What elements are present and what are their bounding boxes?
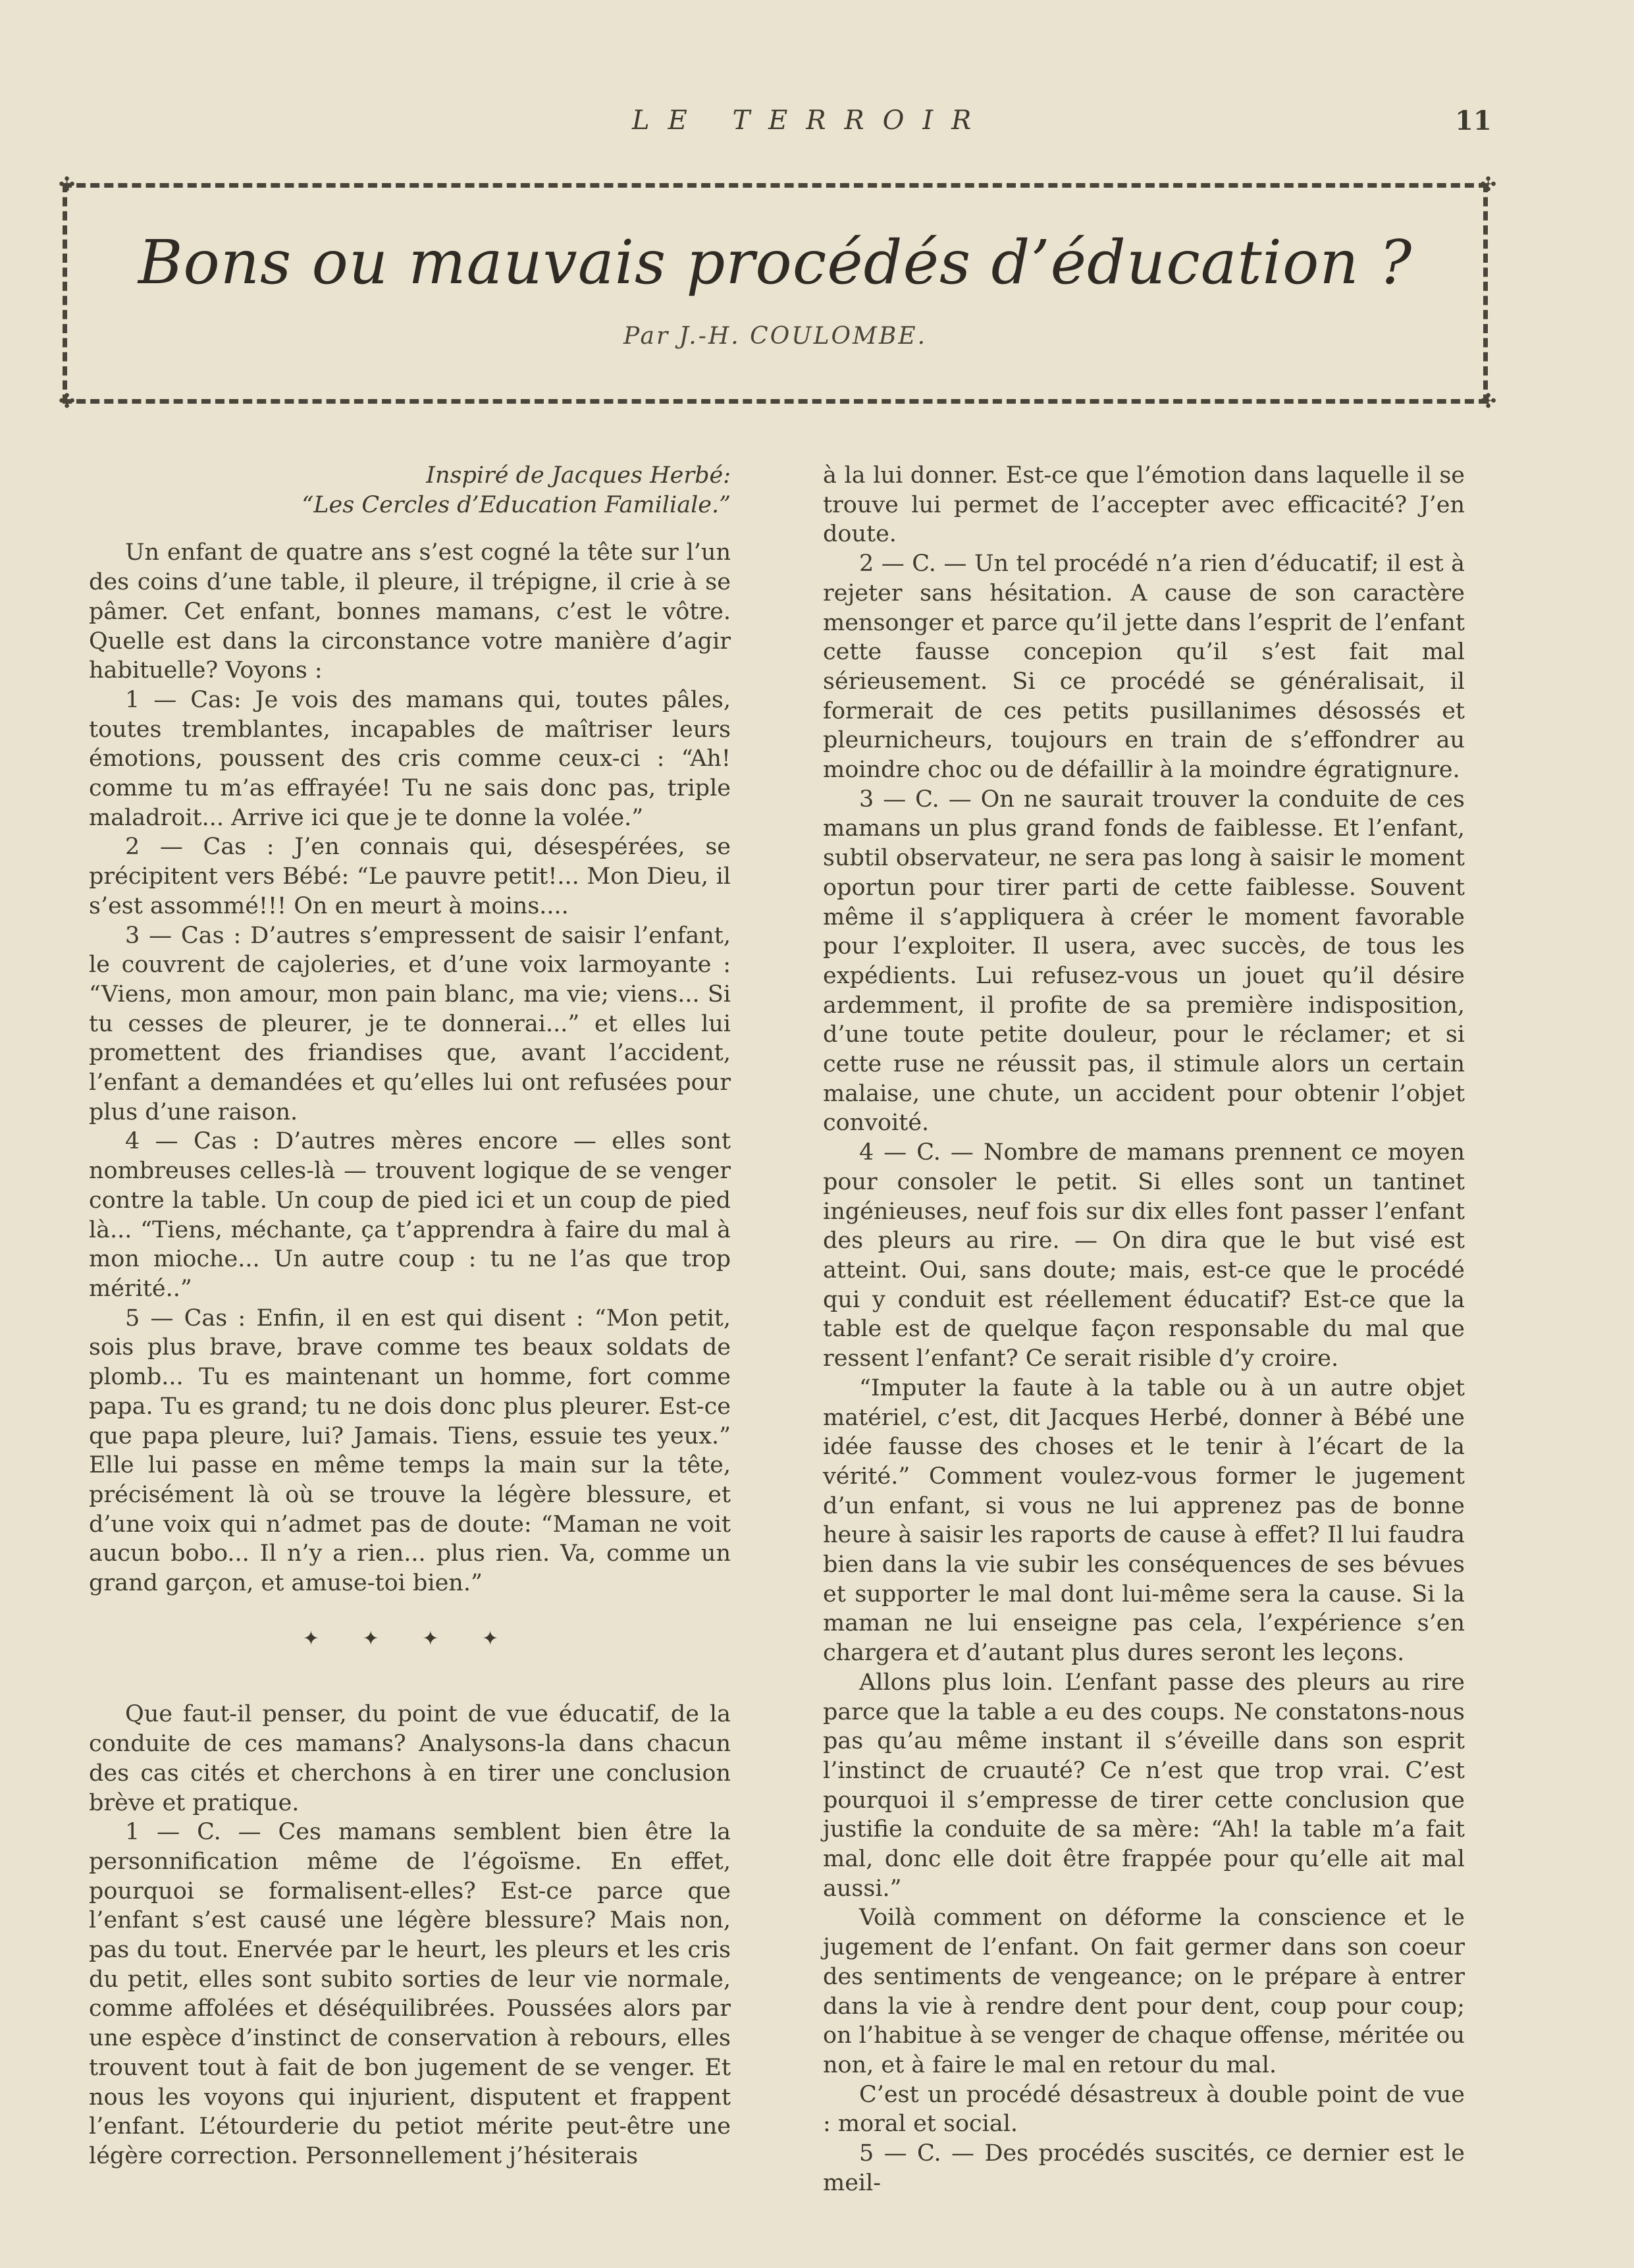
title-frame — [59, 173, 1497, 413]
corner-ornament-icon: ✣ — [59, 173, 76, 196]
paragraph: 1 — Cas: Je vois des mamans qui, toutes pâles, toutes tremblantes, incapables de maîtriser leurs émotions, poussent des cris comme ceux-ci : “Ah! comme tu m’as effrayée! Tu ne sais donc pas, triple maladroit... Arrive ici que je te donne la volée.” — [89, 686, 731, 831]
epigraph-line: “Les Cercles d’Education Familiale.” — [302, 491, 731, 518]
paragraph: 1 — C. — Ces mamans semblent bien être la personnification même de l’égoïsme. En effet, pourquoi se formalisent-elles? Est-ce parce que l’enfant s’est causé une légère blessure? Mais non, pas du tout. Enervée par le heurt, les pleurs et les cris du petit, elles sont subito sorties de leur vie normale, comme affolées et déséquilibrées. Poussées alors par une espèce d’instinct de conservation à rebours, elles trouvent tout à fait de bon jugement de se venger. Et nous les voyons qui injurient, disputent et frappent l’enfant. L’étourderie du petiot mérite peut-être une légère correction. Personnellement j’hésiterais — [89, 1819, 731, 2169]
corner-ornament-icon: ✣ — [1480, 173, 1497, 196]
journal-name: LE TERROIR — [632, 105, 990, 136]
article-author: Par J.-H. COULOMBE. — [623, 323, 928, 350]
paragraph: Voilà comment on déforme la conscience et le jugement de l’enfant. On fait germer dans son coeur des sentiments de vengeance; on le prépare à entrer dans la vie à rendre dent pour dent, coup pour coup; on l’habitue à se venger de chaque offense, méritée ou non, et à faire le mal en retour du mal. — [823, 1904, 1465, 2078]
page-number: 11 — [1455, 105, 1492, 136]
paragraph: 5 — C. — Des procédés suscités, ce dernier est le meil- — [823, 2140, 1465, 2196]
corner-ornament-icon: ✣ — [1480, 390, 1497, 413]
right-column — [823, 461, 1465, 2198]
paragraph: C’est un procédé désastreux à double point de vue : moral et social. — [823, 2081, 1465, 2138]
paragraph: 2 — C. — Un tel procédé n’a rien d’éducatif; il est à rejeter sans hésitation. A cause de son caractère mensonger et parce qu’il jette dans l’esprit de l’enfant cette fausse concepion qu’il s’est fait mal sérieusement. Si ce procédé se généralisait, il formerait de ces petits pusillanimes désossés et pleurnicheurs, toujours en train de s’effondrer au moindre choc ou de défaillir à la moindre égratignure. — [823, 551, 1465, 784]
epigraph-line: Inspiré de Jacques Herbé: — [426, 462, 731, 489]
paragraph: Allons plus loin. L’enfant passe des pleurs au rire parce que la table a eu des coups. Ne constatons-nous pas qu’au même instant il s’éveille dans son esprit l’instinct de cruauté? Ce n’est que trop vrai. C’est pourquoi il s’empresse de tirer cette conclusion que justifie la conduite de sa mère: “Ah! la table m’a fait mal, donc elle doit être frappée pour qu’elle ait mal aussi.” — [823, 1669, 1465, 1902]
paragraph: à la lui donner. Est-ce que l’émotion dans laquelle il se trouve lui permet de l’accepter avec efficacité? J’en doute. — [823, 462, 1465, 548]
paragraph: 4 — C. — Nombre de mamans prennent ce moyen pour consoler le petit. Si elles sont un tantinet ingénieuses, neuf fois sur dix elles font passer l’enfant des pleurs au rire. — On dira que le but visé est atteint. Oui, sans doute; mais, est-ce que le procédé qui y conduit est réellement éducatif? Est-ce que la table est de quelque façon responsable du mal que ressent l’enfant? Ce serait risible d’y croire. — [823, 1139, 1465, 1372]
paragraph: 2 — Cas : J’en connais qui, désespérées, se précipitent vers Bébé: “Le pauvre petit!... Mon Dieu, il s’est assommé!!! On en meurt à moins.... — [89, 834, 731, 919]
paragraph: 4 — Cas : D’autres mères encore — elles sont nombreuses celles-là — trouvent logique de se venger contre la table. Un coup de pied ici et un coup de pied là... “Tiens, méchante, ça t’apprendra à faire du mal à mon mioche... Un autre coup : tu ne l’as que trop mérité..” — [89, 1128, 731, 1302]
paragraph: 5 — Cas : Enfin, il en est qui disent : “Mon petit, sois plus brave, brave comme tes beaux soldats de plomb... Tu es maintenant un homme, fort comme papa. Tu es grand; tu ne dois donc plus pleurer. Est-ce que papa pleure, lui? Jamais. Tiens, essuie tes yeux.” Elle lui passe en même temps la main sur la tête, précisément là où se trouve la légère blessure, et d’une voix qui n’admet pas de doute: “Maman ne voit aucun bobo... Il n’y a rien... plus rien. Va, comme un grand garçon, et amuse-toi bien.” — [89, 1305, 731, 1597]
corner-ornament-icon: ✣ — [59, 390, 76, 413]
paragraph: Un enfant de quatre ans s’est cogné la tête sur l’un des coins d’une table, il pleure, il trépigne, il crie à se pâmer. Cet enfant, bonnes mamans, c’est le vôtre. Quelle est dans la circonstance votre manière d’agir habituelle? Voyons : — [89, 539, 731, 684]
epigraph — [89, 461, 731, 520]
left-column — [89, 461, 731, 2171]
article-title: Bons ou mauvais procédés d’éducation ? — [138, 227, 1413, 298]
section-separator: ✦ ✦ ✦ ✦ — [302, 1627, 517, 1650]
paragraph: 3 — C. — On ne saurait trouver la conduite de ces mamans un plus grand fonds de faiblesse. Et l’enfant, subtil observateur, ne sera pas long à saisir le moment oportun pour tirer parti de cette faiblesse. Souvent même il s’appliquera à créer le moment favorable pour l’exploiter. Il usera, avec succès, de tous les expédients. Lui refusez-vous un jouet qu’il désire ardemment, il profite de sa première indisposition, d’une toute petite douleur, pour le réclamer; et si cette ruse ne réussit pas, il stimule alors un certain malaise, une chute, un accident pour obtenir l’objet convoité. — [823, 786, 1465, 1137]
running-head — [0, 105, 1634, 145]
paragraph: 3 — Cas : D’autres s’empressent de saisir l’enfant, le couvrent de cajoleries, et d’une voix larmoyante : “Viens, mon amour, mon pain blanc, ma vie; viens... Si tu cesses de pleurer, je te donnerai...” et elles lui promettent des friandises que, avant l’accident, l’enfant a demandées et qu’elles lui ont refusées pour plus d’une raison. — [89, 922, 731, 1125]
paragraph: Que faut-il penser, du point de vue éducatif, de la conduite de ces mamans? Analysons-la dans chacun des cas cités et cherchons à en tirer une conclusion brève et pratique. — [89, 1701, 731, 1816]
paragraph: “Imputer la faute à la table ou à un autre objet matériel, c’est, dit Jacques Herbé, donner à Bébé une idée fausse des choses et le tenir à l’écart de la vérité.” Comment voulez-vous former le jugement d’un enfant, si vous ne lui apprenez pas de bonne heure à saisir les raports de cause à effet? Il lui faudra bien dans la vie subir les conséquences de ses bévues et supporter le mal dont lui-même sera la cause. Si la maman ne lui enseigne pas cela, l’expérience s’en chargera et d’autant plus dures seront les leçons. — [823, 1374, 1465, 1667]
